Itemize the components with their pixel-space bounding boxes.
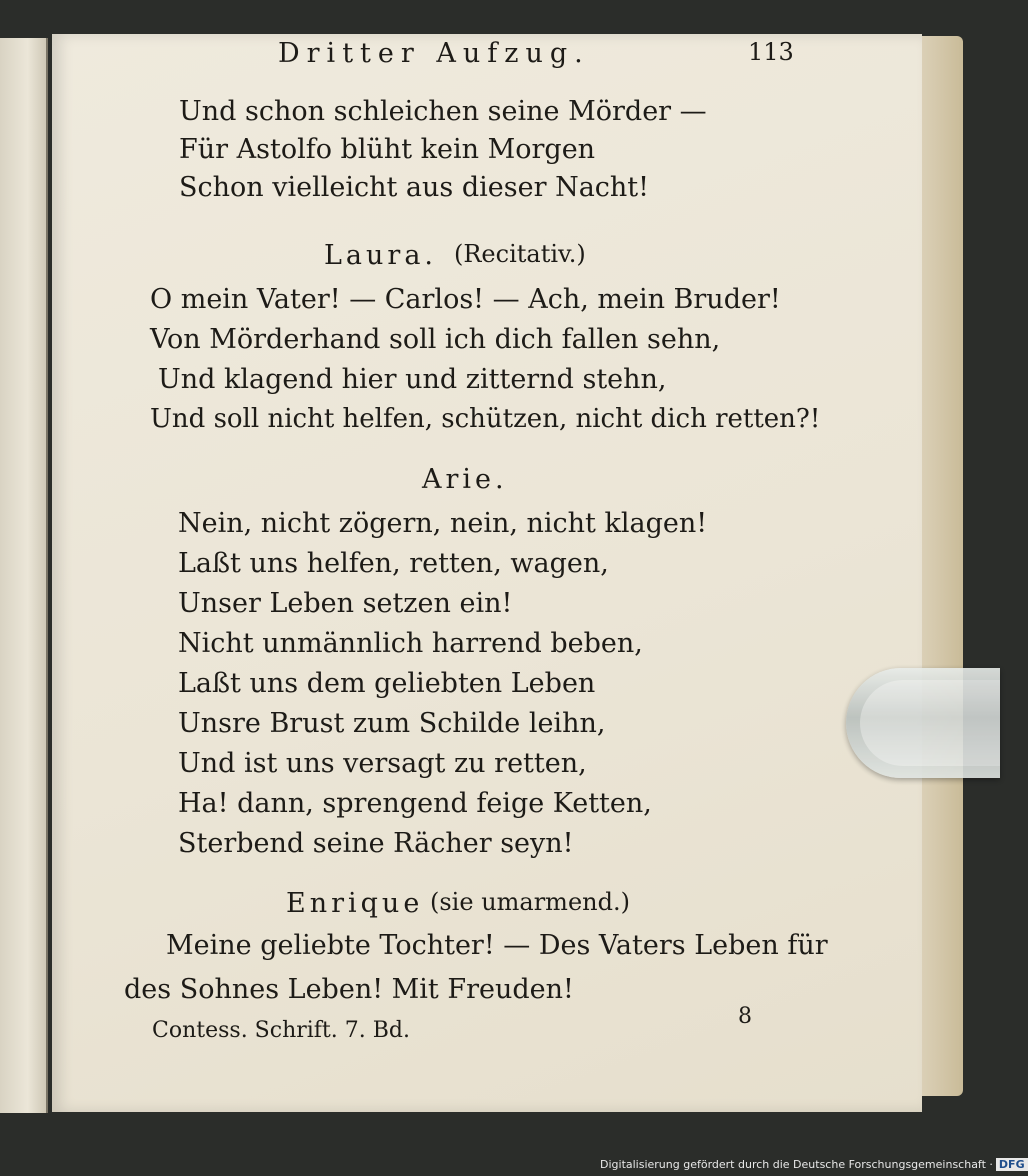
sheet-number: 8 [738,1004,752,1029]
verse-line: Und soll nicht helfen, schützen, nicht dich retten?! [150,404,821,434]
prose-line: Meine geliebte Tochter! — Des Vaters Leben für [166,930,828,961]
verse-line: Und ist uns versagt zu retten, [178,748,587,779]
section-heading: Arie. [422,464,508,495]
verse-line: Ha! dann, sprengend feige Ketten, [178,788,652,819]
verse-line: Sterbend seine Rächer seyn! [178,828,574,859]
verse-line: Laßt uns dem geliebten Leben [178,668,596,699]
book-page [52,34,922,1112]
dfg-logo: DFG [996,1158,1028,1171]
digitization-credit [600,1158,1028,1171]
left-page-edge [0,38,48,1113]
page-number: 113 [748,38,794,66]
credit-text: Digitalisierung gefördert durch die Deutsche Forschungsgemeinschaft · [600,1158,993,1171]
verse-line: Von Mörderhand soll ich dich fallen sehn, [150,324,721,355]
verse-line: Unsre Brust zum Schilde leihn, [178,708,606,739]
stage-direction: (sie umarmend.) [430,888,630,916]
verse-line: O mein Vater! — Carlos! — Ach, mein Bruder! [150,284,781,315]
verse-line: Laßt uns helfen, retten, wagen, [178,548,609,579]
verse-line: Nicht unmännlich harrend beben, [178,628,643,659]
verse-line: Unser Leben setzen ein! [178,588,513,619]
prose-line: des Sohnes Leben! Mit Freuden! [124,974,574,1005]
running-header: Dritter Aufzug. [278,38,590,69]
verse-line: Nein, nicht zögern, nein, nicht klagen! [178,508,708,539]
verse-line: Schon vielleicht aus dieser Nacht! [179,172,650,203]
verse-line: Und klagend hier und zitternd stehn, [158,364,667,395]
stage-direction: (Recitativ.) [454,240,586,268]
verse-line: Und schon schleichen seine Mörder — [179,96,707,127]
page-clip [846,668,1000,778]
verse-line: Für Astolfo blüht kein Morgen [179,134,596,165]
signature-mark: Contess. Schrift. 7. Bd. [152,1018,410,1043]
speaker-name: Laura. [324,240,438,271]
speaker-name: Enrique [286,888,424,919]
